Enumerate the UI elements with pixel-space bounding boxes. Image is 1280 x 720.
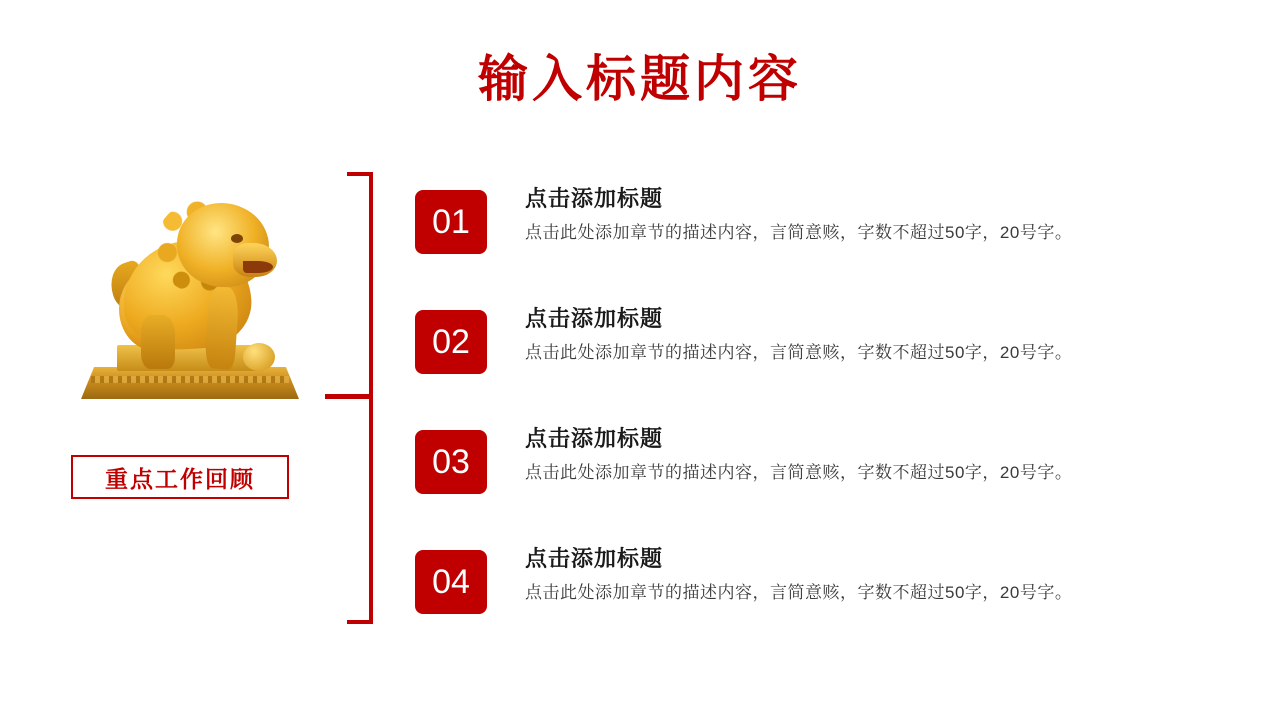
item-description: 点击此处添加章节的描述内容，言简意赅，字数不超过50字，20号字。	[525, 583, 1073, 602]
bracket-middle-tick	[325, 394, 373, 399]
item-description: 点击此处添加章节的描述内容，言简意赅，字数不超过50字，20号字。	[525, 343, 1073, 362]
item-number-badge: 01	[415, 190, 487, 254]
item-text-block	[525, 542, 1175, 606]
bracket-top-tick	[347, 172, 373, 176]
lion-statue-image	[81, 160, 299, 405]
item-description: 点击此处添加章节的描述内容，言简意赅，字数不超过50字，20号字。	[525, 463, 1073, 482]
item-text-block	[525, 422, 1175, 486]
item-title: 点击添加标题	[525, 426, 664, 451]
left-column	[75, 160, 315, 405]
section-label: 重点工作回顾	[71, 455, 289, 499]
list-item	[415, 182, 1175, 302]
item-title: 点击添加标题	[525, 306, 664, 331]
item-number-badge: 02	[415, 310, 487, 374]
lion-mouth-shape	[243, 261, 273, 273]
lion-back-leg-shape	[141, 315, 175, 369]
page-title: 输入标题内容	[478, 51, 802, 107]
list-item	[415, 542, 1175, 662]
bracket-bottom-tick	[347, 620, 373, 624]
item-title: 点击添加标题	[525, 546, 664, 571]
lion-ball-shape	[243, 343, 275, 371]
item-number-badge: 04	[415, 550, 487, 614]
item-text-block	[525, 182, 1175, 246]
item-description: 点击此处添加章节的描述内容，言简意赅，字数不超过50字，20号字。	[525, 223, 1073, 242]
lion-front-leg-shape	[204, 286, 240, 370]
item-text-block	[525, 302, 1175, 366]
list-item	[415, 422, 1175, 542]
item-number-badge: 03	[415, 430, 487, 494]
item-title: 点击添加标题	[525, 186, 664, 211]
content-list	[415, 182, 1175, 662]
bracket-connector	[325, 172, 375, 624]
lion-base-shape	[81, 367, 299, 399]
lion-eye-shape	[231, 234, 243, 243]
list-item	[415, 302, 1175, 422]
